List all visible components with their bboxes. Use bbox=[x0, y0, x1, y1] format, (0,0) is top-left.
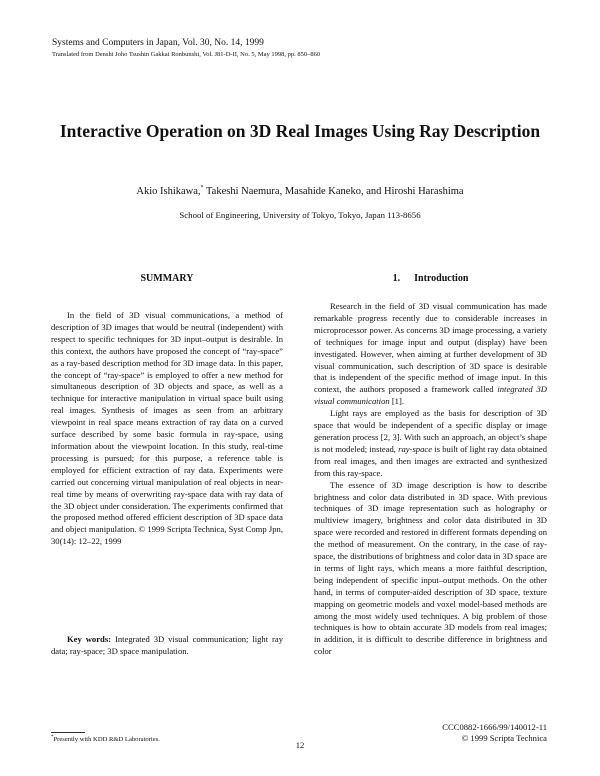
ccc-code: CCC0882-1666/99/140012-11 bbox=[442, 722, 547, 732]
translation-note: Translated from Denshi Joho Tsushin Gakkai Ronbunshi, Vol. J81-D-II, No. 5, May 1998, pp. 850–860 bbox=[52, 51, 321, 58]
summary-body bbox=[51, 310, 283, 548]
intro-paragraph-2 bbox=[314, 408, 547, 479]
journal-citation: Systems and Computers in Japan, Vol. 30, No. 14, 1999 bbox=[52, 38, 264, 48]
copyright: © 1999 Scripta Technica bbox=[461, 733, 547, 743]
intro-p1-text: Research in the field of 3D visual communication has made remarkable progress recently due to considerable increases in microprocessor power. As concerns 3D image processing, a variety of techniques for image input and output (display) have been investigated. However, when aiming at further development of 3D visual communication, such description of 3D space is desirable that is independent of the specific method of image input. In this context, the authors proposed a framework called bbox=[314, 301, 547, 395]
affiliation: School of Engineering, University of Tokyo, Tokyo, Japan 113-8656 bbox=[179, 210, 421, 220]
footnote-mark: * bbox=[51, 735, 54, 740]
intro-paragraph-3: The essence of 3D image description is how to describe brightness and color data distributed in 3D space. With previous techniques of 3D image representation such as holography or multiview imagery, brightness and color data distributed in 3D space were recorded and restored in different formats depending on the method of measurement. On the contrary, in the case of ray-space, the distributions of brightness and color data in 3D space are in terms of light rays, which means a more faithful description, being independent of specific input–output methods. On the other hand, in terms of computer-aided description of 3D space, texture mapping on geometric models and voxel model-based methods are among the most widely used techniques. A big problem of those techniques is how to obtain accurate 3D models from real images; in addition, it is difficult to describe difference in brightness and color bbox=[314, 479, 547, 657]
intro-p2-emphasis: ray-space bbox=[398, 443, 433, 454]
introduction-body bbox=[314, 301, 547, 658]
intro-p2-text-end: is built of light ray data obtained from real images, and then images are extracted and synthesized from this ray-space. bbox=[314, 443, 547, 478]
introduction-heading bbox=[314, 273, 547, 284]
keywords-label: Key words: bbox=[67, 634, 112, 644]
summary-heading: SUMMARY bbox=[140, 273, 194, 284]
intro-p2-text: Light rays are employed as the basis for description of 3D space that would be independent of a specific display or image generation process [2, 3]. With such an approach, an object’s shape is not modeled; instead, bbox=[314, 408, 547, 454]
footnote-rule bbox=[51, 732, 85, 733]
footnote-text: Presently with KDD R&D Laboratories. bbox=[53, 736, 160, 743]
keywords-text: Integrated 3D visual communication; light ray data; ray-space; 3D space manipulation. bbox=[51, 634, 283, 656]
other-authors: Takeshi Naemura, Masahide Kaneko, and Hiroshi Harashima bbox=[203, 186, 464, 197]
first-author: Akio Ishikawa, bbox=[136, 186, 201, 197]
intro-paragraph-1 bbox=[314, 301, 547, 408]
page-number: 12 bbox=[295, 740, 305, 750]
author-footnote-mark: * bbox=[200, 185, 204, 191]
intro-p1-emphasis: integrated 3D visual communication bbox=[314, 384, 548, 407]
intro-p1-citation: [1]. bbox=[389, 396, 404, 407]
paper-title: Interactive Operation on 3D Real Images Using Ray Description bbox=[59, 121, 541, 141]
section-title: Introduction bbox=[414, 273, 469, 284]
section-number: 1. bbox=[392, 273, 401, 284]
summary-paragraph: In the field of 3D visual communications, a method of description of 3D images that would be neutral (independent) with respect to specific techniques for 3D input–output is desirable. In this context, the authors have proposed the concept of “ray-space” as a ray-based description method for 3D image data. In this paper, the concept of “ray-space” is employed to offer a new method for simultaneous description of 3D objects and space, as well as a technique for interactive manipulation in virtual space built using real images. Synthesis of images as seen from an arbitrary viewpoint in real space means extraction of ray data on a curved surface described by some basic formula in ray-space, using information about the viewpoint location. In this study, real-time processing is pursued; for this purpose, a reference table is employed for efficient extraction of ray data. Experiments were carried out concerning virtual manipulation of real objects in near-real time by means of overwriting ray-space data with ray data of the 3D object under consideration. The experiments confirmed that the proposed method offered efficient description of 3D space data and object manipulation. © 1999 Scripta Technica, Syst Comp Jpn, 30(14): 12–22, 1999 bbox=[51, 310, 283, 547]
keywords bbox=[51, 633, 283, 657]
author-list bbox=[0, 185, 600, 197]
